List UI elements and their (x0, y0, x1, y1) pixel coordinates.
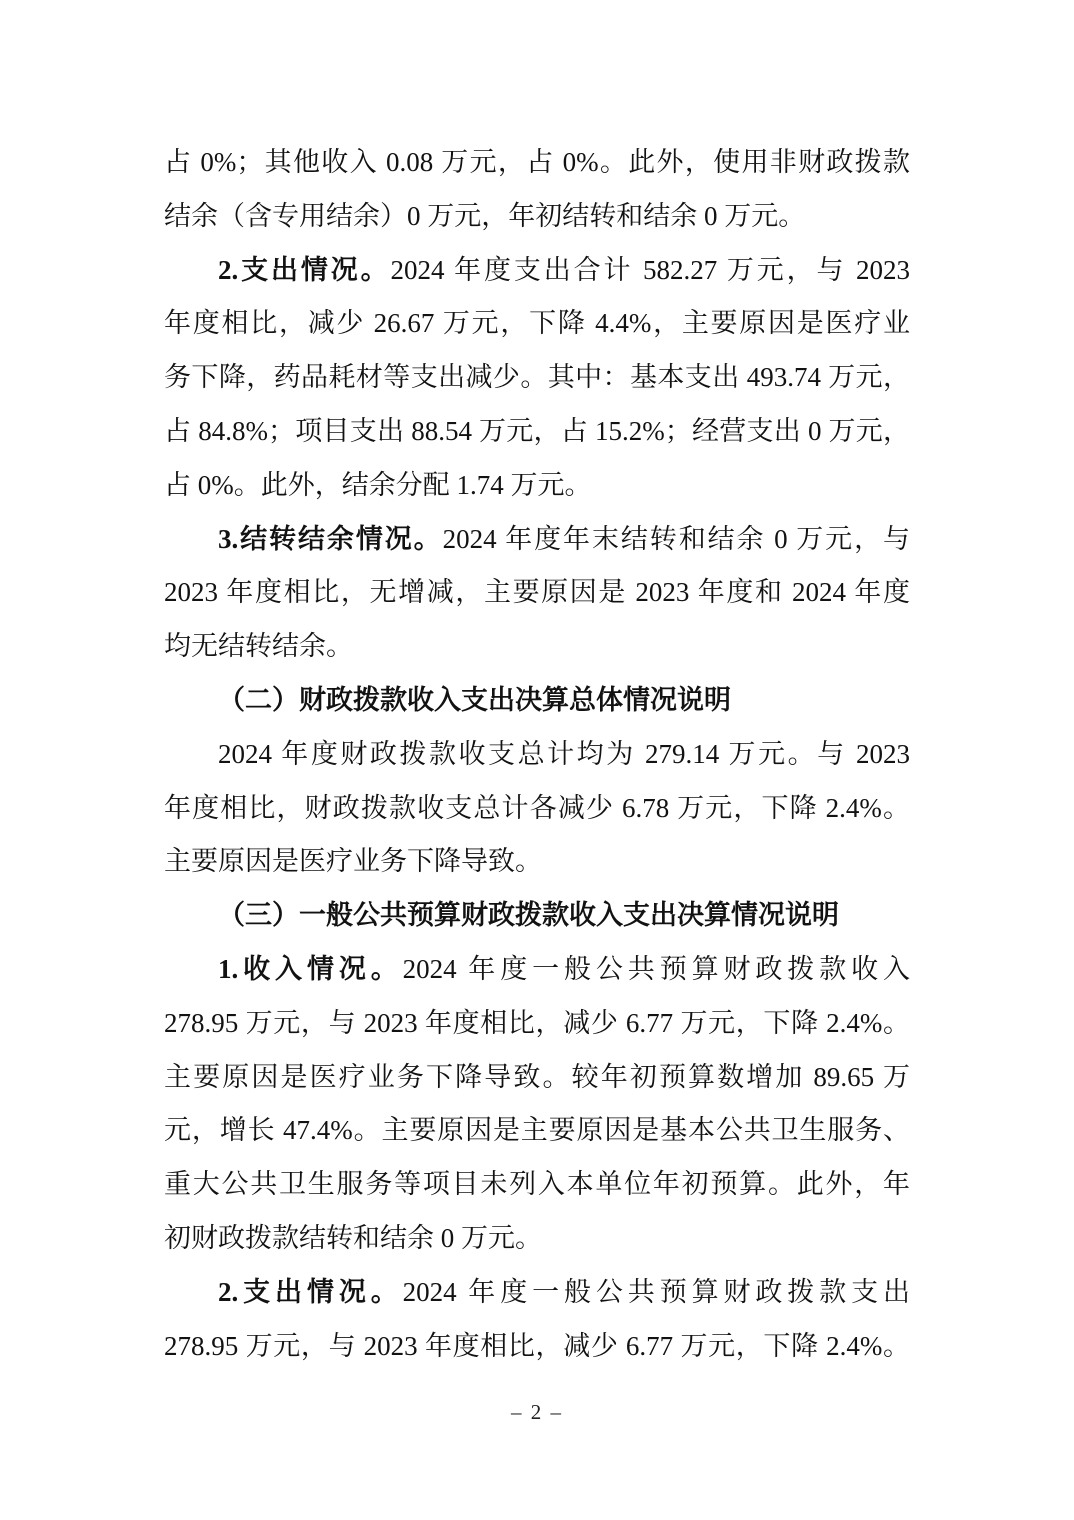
text-line (164, 1320, 910, 1374)
text-run-bold: 3.结转结余情况。 (218, 523, 443, 554)
text-run: 年度相比，减少 26.67 万元，下降 4.4%，主要原因是医疗业 (164, 308, 910, 339)
text-line (164, 782, 910, 836)
text-run: 2024 年度一般公共预算财政拨款收入 (402, 953, 910, 984)
text-run: 2024 年度年末结转和结余 0 万元，与 (442, 523, 910, 554)
text-run: 务下降，药品耗材等支出减少。其中：基本支出 493.74 万元， (164, 362, 910, 393)
text-line (164, 190, 910, 244)
text-line (164, 1158, 910, 1212)
text-run-bold: 2.支出情况。 (218, 254, 391, 285)
text-run: 占 84.8%；项目支出 88.54 万元，占 15.2%；经营支出 0 万元， (164, 415, 910, 446)
text-line (164, 1212, 910, 1266)
text-line (164, 889, 910, 943)
text-run: 占 0%；其他收入 0.08 万元，占 0%。此外，使用非财政拨款 (164, 147, 910, 177)
text-run: 元，增长 47.4%。主要原因是主要原因是基本公共卫生服务、 (164, 1115, 910, 1146)
text-line (164, 351, 910, 405)
text-line (164, 566, 910, 620)
text-run: 278.95 万元，与 2023 年度相比，减少 6.77 万元，下降 2.4%。 (164, 1007, 910, 1038)
text-line (164, 513, 910, 567)
text-run: 年度相比，财政拨款收支总计各减少 6.78 万元，下降 2.4%。 (164, 792, 910, 823)
text-line (164, 136, 910, 190)
text-run: 2024 年度一般公共预算财政拨款支出 (402, 1276, 910, 1307)
text-line (164, 835, 910, 889)
text-line (164, 1051, 910, 1105)
text-line (164, 1104, 910, 1158)
text-line (164, 620, 910, 674)
text-line (164, 297, 910, 351)
text-run: 占 0%。此外，结余分配 1.74 万元。 (164, 469, 592, 500)
text-run: 2024 年度财政拨款收支总计均为 279.14 万元。与 2023 (218, 738, 910, 769)
text-run-bold: （三）一般公共预算财政拨款收入支出决算情况说明 (218, 900, 839, 931)
text-run-bold: 1.收入情况。 (218, 953, 403, 984)
text-line (164, 244, 910, 298)
text-run-bold: 2.支出情况。 (218, 1276, 403, 1307)
text-run: 278.95 万元，与 2023 年度相比，减少 6.77 万元，下降 2.4%。 (164, 1330, 910, 1361)
text-run: 初财政拨款结转和结余 0 万元。 (164, 1222, 542, 1253)
page-number: – 2 – (511, 1400, 563, 1424)
text-line (164, 674, 910, 728)
text-run: 主要原因是医疗业务下降导致。较年初预算数增加 89.65 万 (164, 1061, 910, 1092)
text-line (164, 728, 910, 782)
text-line (164, 405, 910, 459)
text-run-bold: （二）财政拨款收入支出决算总体情况说明 (218, 684, 731, 715)
text-run: 均无结转结余。 (164, 631, 353, 662)
text-run: 结余（含专用结余）0 万元，年初结转和结余 0 万元。 (164, 200, 806, 231)
text-line (164, 997, 910, 1051)
text-run: 主要原因是医疗业务下降导致。 (164, 846, 542, 877)
document-body (164, 136, 910, 1373)
text-line (164, 943, 910, 997)
text-run: 重大公共卫生服务等项目未列入本单位年初预算。此外，年 (164, 1169, 910, 1200)
text-run: 2023 年度相比，无增减，主要原因是 2023 年度和 2024 年度 (164, 577, 910, 608)
text-line (164, 1266, 910, 1320)
text-line (164, 459, 910, 513)
text-run: 2024 年度支出合计 582.27 万元，与 2023 (390, 254, 910, 285)
